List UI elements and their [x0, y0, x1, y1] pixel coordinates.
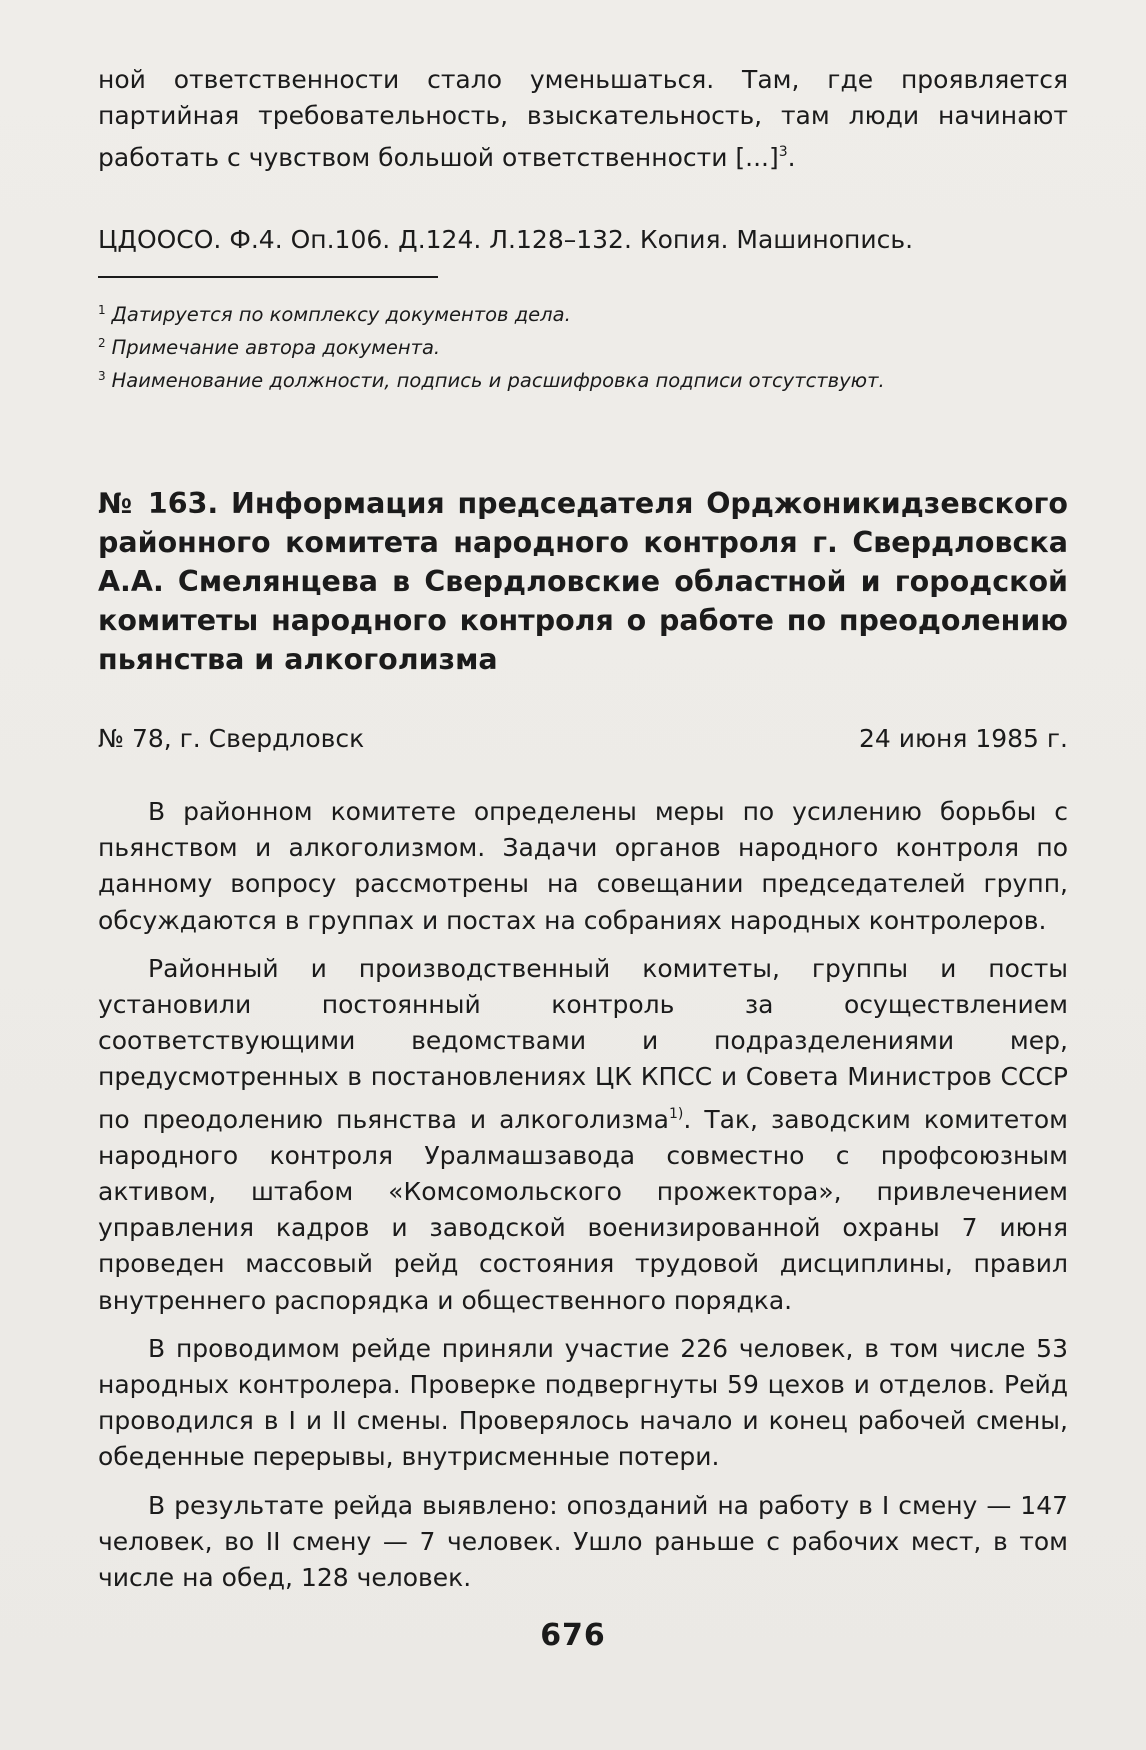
continued-paragraph-text: ной ответственности стало уменьшаться. Там, где проявляется партийная требовательность, взыскательность, там люди начинают работать с чувством большой ответственности [...] [98, 65, 1068, 173]
document-date: 24 июня 1985 г. [858, 724, 1068, 753]
body-paragraph-text: . Так, заводским комитетом народного контроля Уралмашзавода совместно с профсоюзным активом, штабом «Комсомольского прожектора», привлечением управления кадров и заводской военизированной охраны 7 июня проведен массовый рейд состояния трудовой дисциплины, правил внутреннего распорядка и общественного порядка. [98, 1104, 1068, 1315]
document-number-place: № 78, г. Свердловск [98, 724, 365, 753]
footnote-number: 2 [98, 336, 106, 350]
archive-reference: ЦДООСО. Ф.4. Оп.106. Д.124. Л.128–132. Копия. Машинопись. [98, 225, 914, 254]
page-number: 676 [540, 1618, 606, 1653]
document-body [98, 794, 1068, 1596]
footnote-ref-3: 3 [778, 144, 788, 161]
footnote [98, 296, 1068, 329]
footnote-text: Наименование должности, подпись и расшифровка подписи отсутствуют. [111, 369, 885, 392]
footnote-number: 1 [98, 303, 106, 317]
footnotes [98, 296, 1068, 395]
footnote-ref-1: 1) [669, 1105, 684, 1122]
body-paragraph [98, 951, 1068, 1319]
footnote [98, 362, 1068, 395]
dateline [98, 721, 1068, 757]
body-paragraph: В результате рейда выявлено: опозданий на работу в I смену — 147 человек, во II смену — 7 человек. Ушло раньше с рабочих мест, в том числе на обед, 128 человек. [98, 1490, 1068, 1593]
footnote [98, 329, 1068, 362]
body-paragraph: В районном комитете определены меры по усилению борьбы с пьянством и алкоголизмом. Задачи органов народного контроля по данному вопросу рассмотрены на совещании председателей групп, обсуждаются в группах и постах на собраниях народных контролеров. [98, 797, 1068, 935]
footnote-number: 3 [98, 369, 106, 383]
body-paragraph: В проводимом рейде приняли участие 226 человек, в том числе 53 народных контролера. Проверке подвергнуты 59 цехов и отделов. Рейд проводился в I и II смены. Проверялось начало и конец рабочей смены, обеденные перерывы, внутрисменные потери. [98, 1333, 1068, 1472]
body-paragraph-text: Районный и производственный комитеты, группы и посты установили постоянный контроль за осуществлением соответствующими ведомствами и подразделениями мер, предусмотренных в постановлениях ЦК КПСС и Совета Министров СССР по преодолению пьянства и алкоголизма [98, 953, 1068, 1134]
continued-paragraph-end: . [787, 143, 796, 173]
document-title: № 163. Информация председателя Орджоникидзевского районного комитета народного контроля г. Свердловска А.А. Смелянцева в Свердловские областной и городской комитеты народного контроля о работе по преодолению пьянства и алкоголизма [98, 487, 1068, 676]
footnote-divider [98, 276, 438, 278]
footnote-text: Датируется по комплексу документов дела. [111, 303, 571, 326]
footnote-text: Примечание автора документа. [111, 336, 441, 359]
continued-paragraph [98, 62, 1068, 177]
